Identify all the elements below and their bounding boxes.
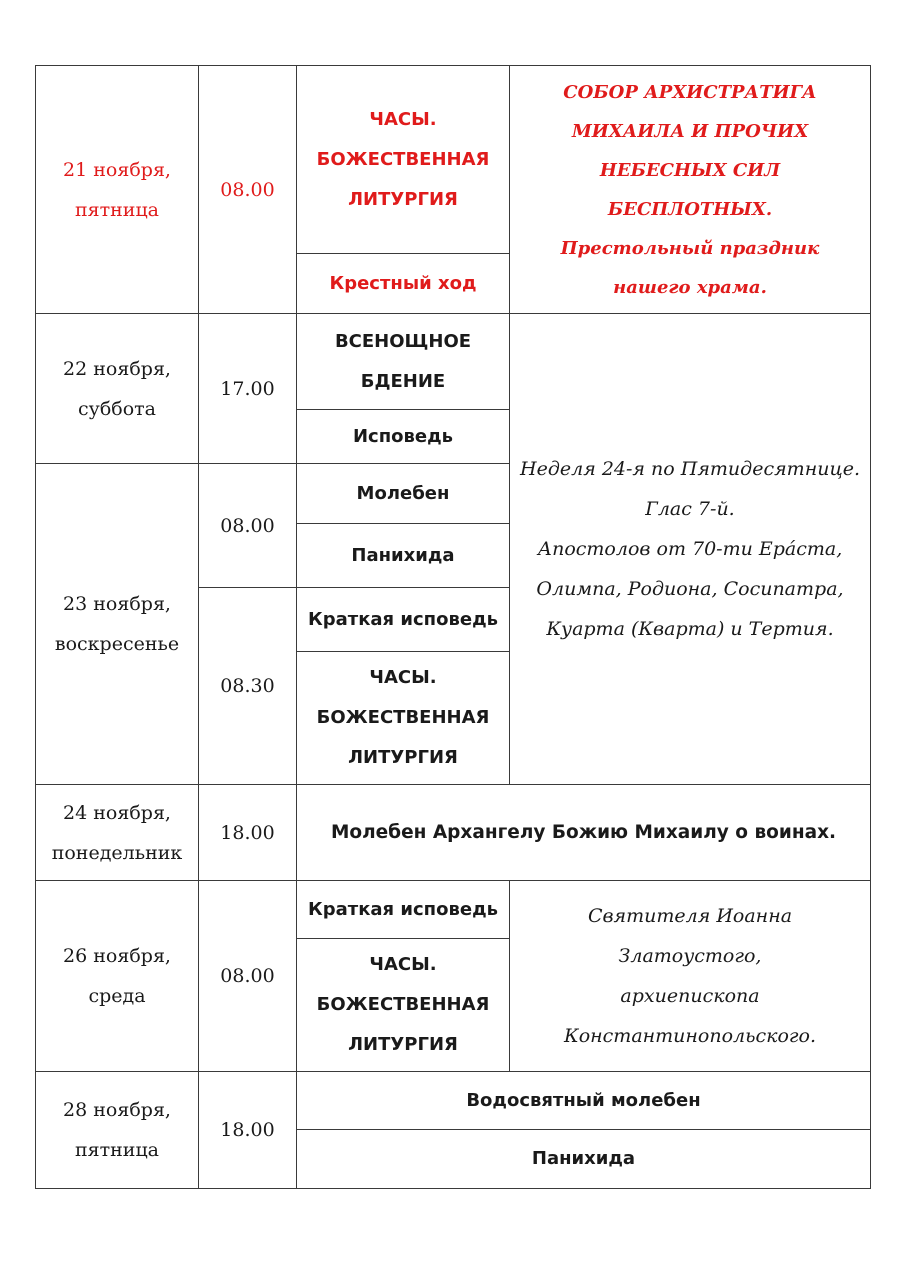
service-cell: [297, 881, 510, 939]
date-cell: [36, 314, 199, 464]
service-line: БОЖЕСТВЕННАЯ: [316, 707, 490, 728]
table-row: [36, 66, 871, 254]
time-cell: [199, 785, 297, 881]
service-name: Краткая исповедь: [308, 608, 498, 630]
time: 08.00: [220, 965, 275, 987]
time: 08.30: [220, 675, 275, 697]
service-line: БОЖЕСТВЕННАЯ: [316, 148, 490, 170]
note-line: Неделя 24-я по Пятидесятнице.: [520, 458, 860, 480]
time-cell: [199, 881, 297, 1072]
service-cell: [297, 464, 510, 524]
service-line: ЧАСЫ.: [369, 954, 437, 975]
service-cell: [297, 314, 510, 410]
time: 17.00: [220, 377, 275, 400]
table-row: [36, 1072, 871, 1130]
service-cell: [297, 652, 510, 785]
date-cell: [36, 464, 199, 785]
service-line: ЛИТУРГИЯ: [348, 747, 458, 768]
note-line: Константинопольского.: [564, 1025, 816, 1047]
weekday: среда: [88, 985, 146, 1007]
note-line: Апостолов от 70-ти Ера́ста,: [537, 538, 843, 560]
time-cell: [199, 314, 297, 464]
sunday-note-cell: [510, 314, 871, 785]
date: 21 ноября,: [63, 158, 171, 181]
service-cell: [297, 939, 510, 1072]
service-name: Водосвятный молебен: [466, 1089, 701, 1111]
service-name: Молебен: [356, 482, 450, 504]
service-cell: [297, 785, 871, 881]
service-cell: [297, 254, 510, 314]
note-line: Златоустого,: [618, 945, 762, 967]
schedule-table: [35, 65, 871, 1189]
service-line: ЛИТУРГИЯ: [348, 1034, 458, 1055]
date: 26 ноября,: [63, 945, 171, 967]
service-name: Крестный ход: [329, 272, 477, 294]
weekday: суббота: [78, 397, 156, 420]
weekday: пятница: [74, 1139, 160, 1161]
date-cell: [36, 1072, 199, 1189]
service-line: ЛИТУРГИЯ: [348, 188, 458, 210]
service-cell: [297, 1130, 871, 1189]
time: 18.00: [220, 1119, 275, 1141]
date: 28 ноября,: [63, 1099, 171, 1121]
time-cell: [199, 66, 297, 314]
table-row: [36, 314, 871, 410]
service-cell: [297, 588, 510, 652]
service-line: БОЖЕСТВЕННАЯ: [316, 994, 490, 1015]
time-cell: [199, 588, 297, 785]
feast-line: Престольный праздник: [560, 237, 820, 259]
date-cell: [36, 785, 199, 881]
note-line: Олимпа, Родиона, Сосипатра,: [536, 578, 844, 600]
table-row: [36, 881, 871, 939]
time-cell: [199, 464, 297, 588]
note-line: Святителя Иоанна: [587, 905, 793, 927]
service-name: Панихида: [351, 544, 455, 566]
time-cell: [199, 1072, 297, 1189]
note-line: Куарта (Кварта) и Тертия.: [546, 618, 834, 640]
time: 08.00: [220, 514, 275, 537]
table-row: [36, 785, 871, 881]
feast-line: МИХАИЛА И ПРОЧИХ: [571, 120, 809, 142]
time: 18.00: [220, 821, 275, 844]
note-line: Глас 7-й.: [645, 498, 735, 520]
service-name: Панихида: [531, 1148, 636, 1169]
service-line: ЧАСЫ.: [369, 108, 437, 130]
feast-note-cell: [510, 66, 871, 314]
feast-line: нашего храма.: [613, 276, 767, 298]
weekday: воскресенье: [54, 633, 180, 655]
saint-note-cell: [510, 881, 871, 1072]
weekday: понедельник: [51, 841, 183, 864]
service-name: Исповедь: [352, 425, 454, 447]
feast-line: НЕБЕСНЫХ СИЛ БЕСПЛОТНЫХ.: [599, 159, 781, 220]
service-name: Молебен Архангелу Божию Михаилу о воинах.: [330, 821, 837, 843]
service-cell: [297, 66, 510, 254]
date: 24 ноября,: [63, 801, 171, 824]
date-cell: [36, 881, 199, 1072]
service-cell: [297, 524, 510, 588]
service-line: ЧАСЫ.: [369, 667, 437, 688]
service-name: Краткая исповедь: [308, 898, 498, 920]
time: 08.00: [220, 178, 275, 201]
date-cell: [36, 66, 199, 314]
service-cell: [297, 1072, 871, 1130]
service-line: ВСЕНОЩНОЕ: [334, 330, 472, 352]
date: 23 ноября,: [63, 593, 171, 615]
service-line: БДЕНИЕ: [360, 370, 446, 392]
note-line: архиепископа: [620, 985, 760, 1007]
date: 22 ноября,: [63, 357, 171, 380]
weekday: пятница: [74, 198, 160, 221]
feast-line: СОБОР АРХИСТРАТИГА: [563, 81, 817, 103]
service-cell: [297, 410, 510, 464]
